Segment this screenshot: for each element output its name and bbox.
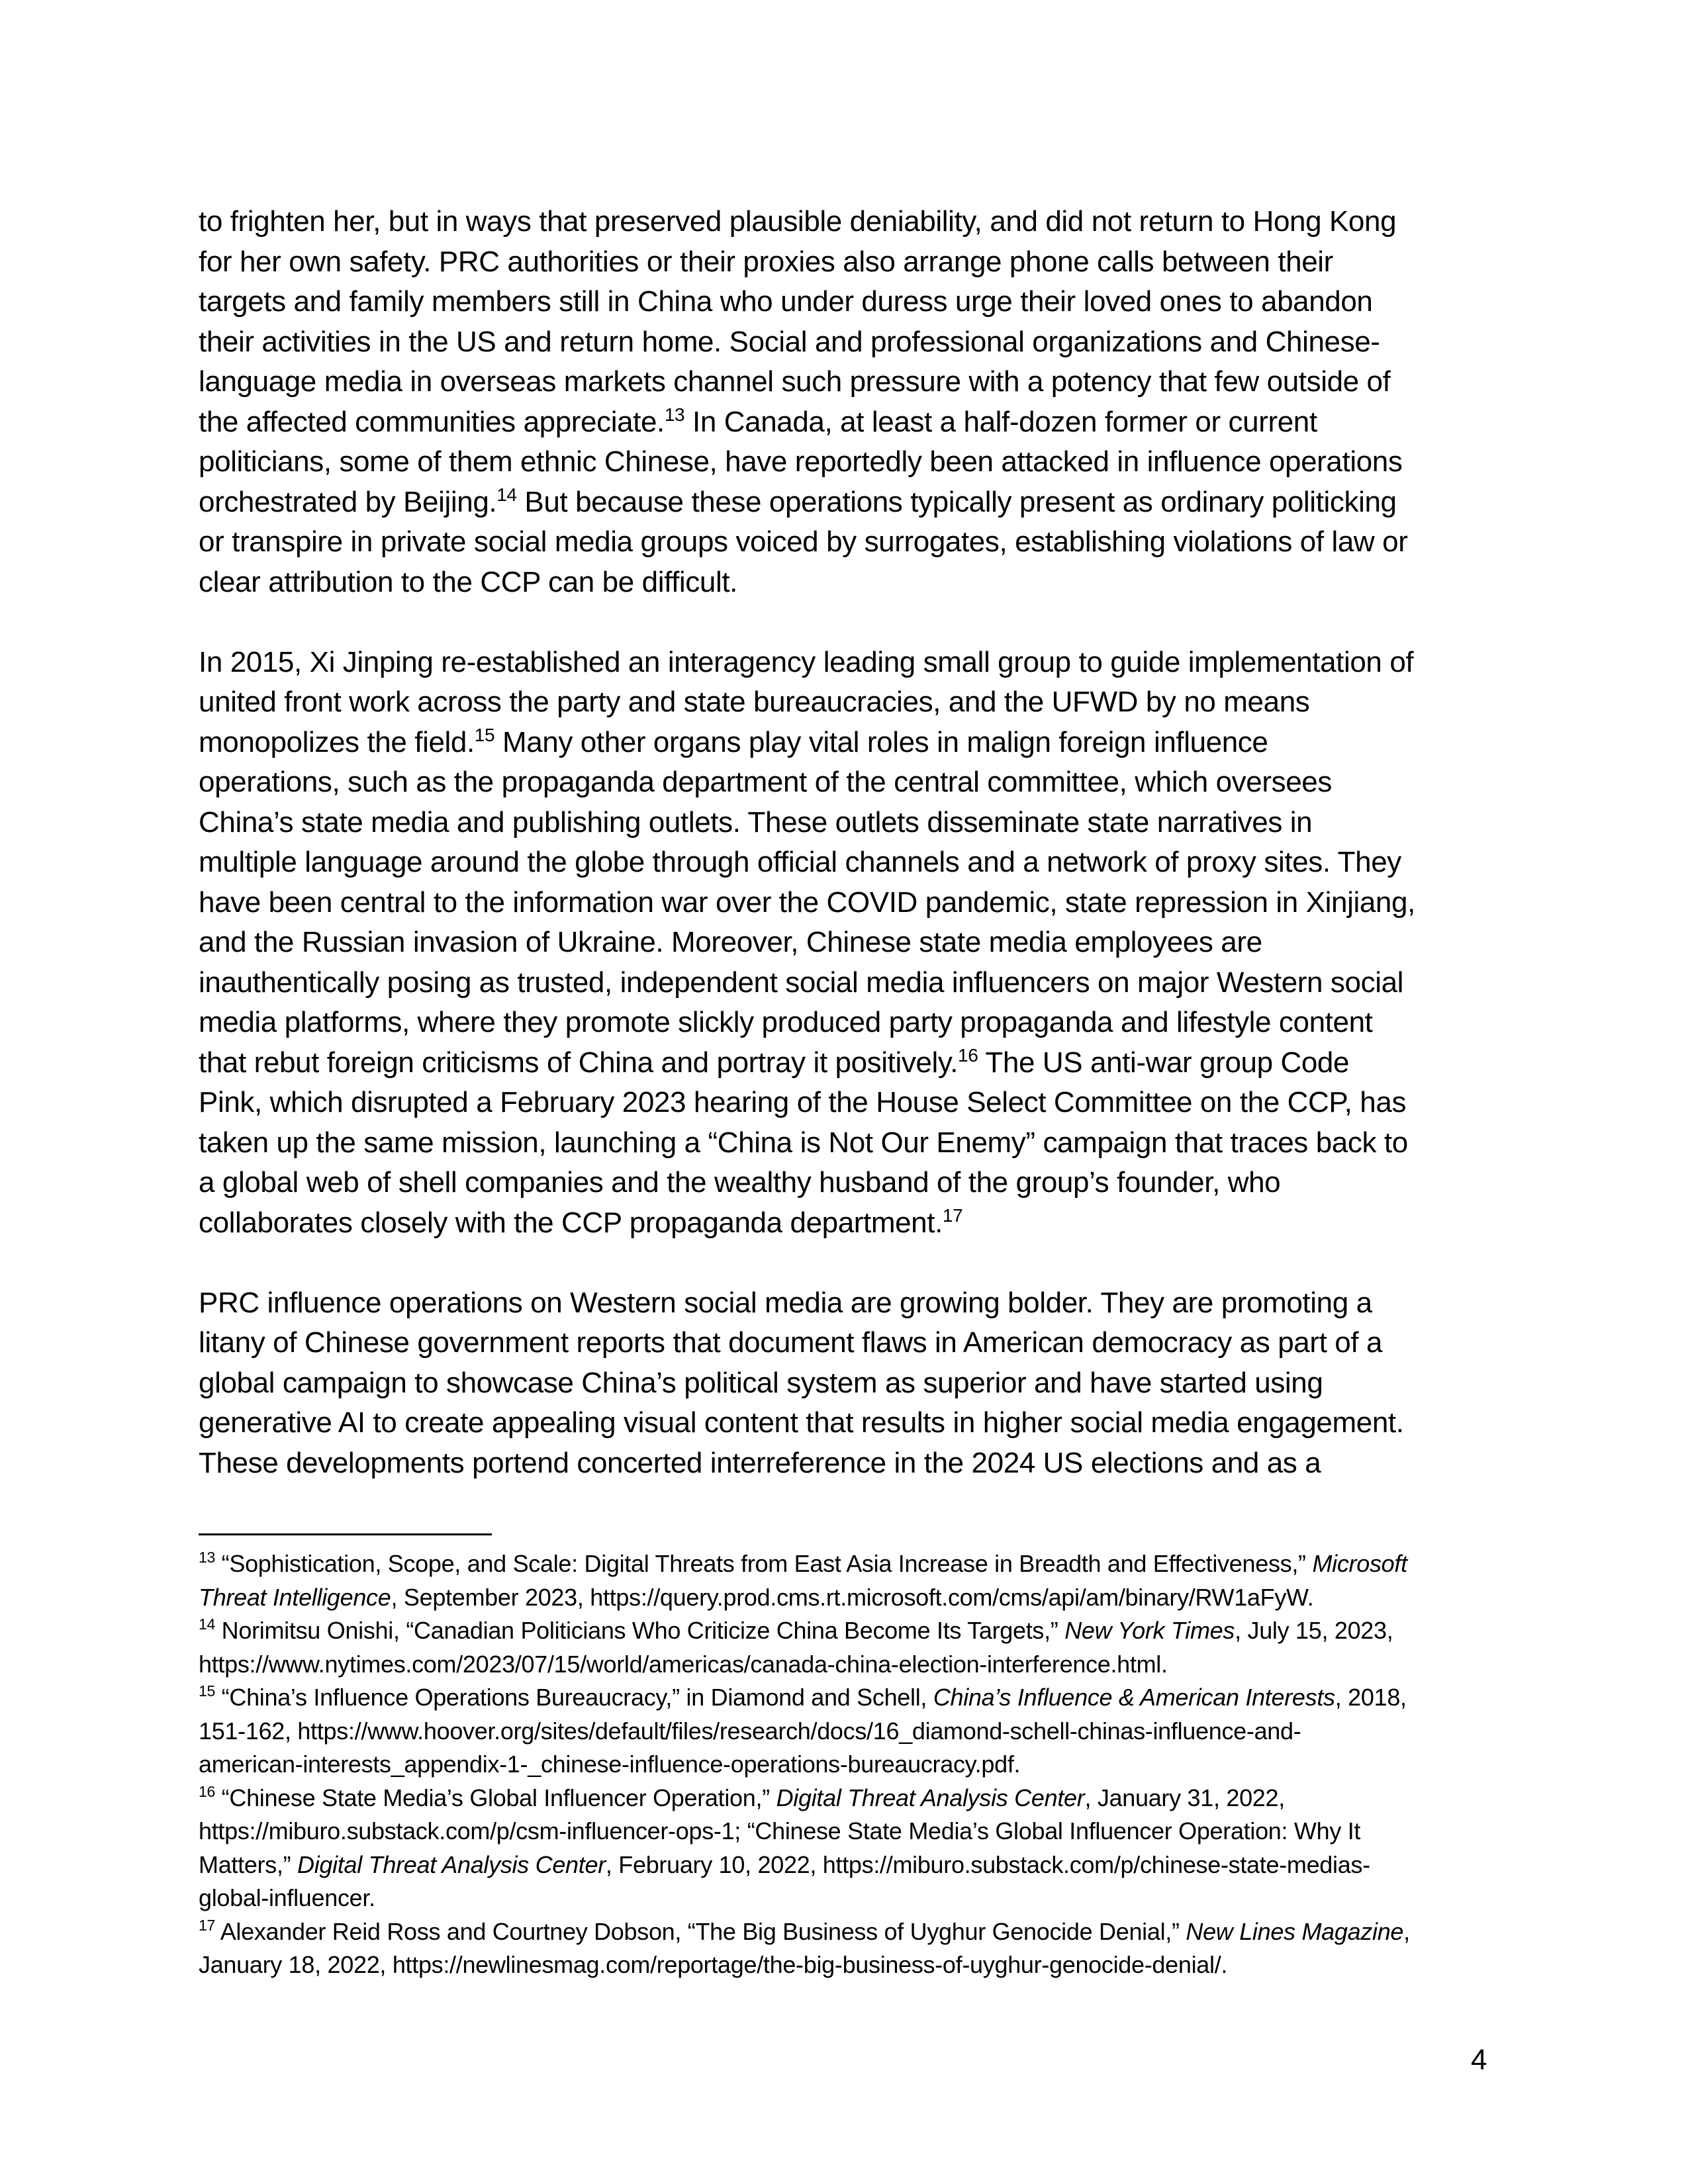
footnote-line	[199, 1848, 1496, 1882]
text-line	[199, 803, 1496, 843]
footnote-line	[199, 1547, 1496, 1581]
text-run: 151-162, https://www.hoover.org/sites/default/files/research/docs/16_diamond-schell-chinas-influence-and-	[199, 1717, 1301, 1745]
text-run: language media in overseas markets channel such pressure with a potency that few outside of	[199, 365, 1391, 398]
text-run: media platforms, where they promote slickly produced party propaganda and lifestyle content	[199, 1006, 1373, 1038]
footnote-reference[interactable]: 14	[496, 484, 517, 505]
text-line	[199, 1003, 1496, 1043]
text-line	[199, 923, 1496, 963]
footnote-separator	[199, 1533, 492, 1535]
text-run: Alexander Reid Ross and Courtney Dobson, “The Big Business of Uyghur Genocide Denial,”	[214, 1917, 1186, 1945]
footnote-number: 17	[199, 1916, 215, 1934]
text-run: ,	[1403, 1917, 1410, 1945]
text-run: https://www.nytimes.com/2023/07/15/world/americas/canada-china-election-interference.html.	[199, 1650, 1168, 1678]
paragraph	[199, 1283, 1496, 1484]
footnote-number: 16	[199, 1782, 215, 1800]
paragraph	[199, 643, 1496, 1244]
text-run: united front work across the party and state bureaucracies, and the UFWD by no means	[199, 686, 1310, 718]
text-run: Pink, which disrupted a February 2023 hearing of the House Select Committee on the CCP, has	[199, 1086, 1407, 1118]
text-run: or transpire in private social media groups voiced by surrogates, establishing violations of law or	[199, 525, 1408, 558]
text-line	[199, 883, 1496, 923]
text-run: generative AI to create appealing visual content that results in higher social media engagement.	[199, 1406, 1404, 1439]
footnote-number: 15	[199, 1682, 215, 1700]
text-run: global campaign to showcase China’s political system as superior and have started using	[199, 1366, 1323, 1399]
footnote-line	[199, 1614, 1496, 1648]
text-run: , July 15, 2023,	[1235, 1617, 1393, 1644]
text-run: a global web of shell companies and the wealthy husband of the group’s founder, who	[199, 1166, 1281, 1199]
footnote-14	[199, 1614, 1496, 1681]
text-run: monopolizes the field.	[199, 725, 475, 758]
footnote-reference[interactable]: 16	[958, 1044, 978, 1066]
text-run: , 2018,	[1335, 1684, 1407, 1711]
text-run: These developments portend concerted interreference in the 2024 US elections and as a	[199, 1446, 1321, 1479]
text-run: China’s state media and publishing outlets. These outlets disseminate state narratives in	[199, 805, 1313, 839]
text-run: their activities in the US and return home. Social and professional organizations and Chinese-	[199, 325, 1380, 358]
text-run: https://miburo.substack.com/p/csm-influencer-ops-1; “Chinese State Media’s Global Influencer Operation: Why It	[199, 1817, 1361, 1844]
text-line	[199, 563, 1496, 603]
text-run: global-influencer.	[199, 1884, 375, 1911]
footnote-line	[199, 1882, 1496, 1915]
text-run: “Chinese State Media’s Global Influencer Operation,”	[214, 1784, 776, 1811]
footnote-line	[199, 1681, 1496, 1715]
text-run: and the Russian invasion of Ukraine. Moreover, Chinese state media employees are	[199, 926, 1262, 958]
text-run: , February 10, 2022, https://miburo.substack.com/p/chinese-state-medias-	[605, 1850, 1370, 1878]
footnote-line	[199, 1648, 1496, 1682]
text-line	[199, 1403, 1496, 1443]
text-line	[199, 442, 1496, 482]
text-run: american-interests_appendix-1-_chinese-influence-operations-bureaucracy.pdf.	[199, 1751, 1021, 1778]
footnote-reference[interactable]: 13	[664, 404, 685, 425]
footnote-line	[199, 1948, 1496, 1982]
text-run: In 2015, Xi Jinping re-established an interagency leading small group to guide implementation of	[199, 645, 1414, 678]
text-line	[199, 723, 1496, 763]
italic-title: Microsoft	[1312, 1550, 1407, 1577]
text-run: “China’s Influence Operations Bureaucracy,” in Diamond and Schell,	[214, 1684, 933, 1711]
footnote-line	[199, 1815, 1496, 1848]
text-run: inauthentically posing as trusted, independent social media influencers on major Western social	[199, 966, 1404, 999]
text-line	[199, 1283, 1496, 1324]
text-line	[199, 402, 1496, 443]
text-line	[199, 362, 1496, 402]
footnotes	[199, 1547, 1496, 1982]
text-run: But because these operations typically present as ordinary politicking	[516, 485, 1397, 518]
text-run: multiple language around the globe through official channels and a network of proxy sites. They	[199, 846, 1401, 878]
text-line	[199, 202, 1496, 242]
text-run: Many other organs play vital roles in malign foreign influence	[494, 725, 1268, 758]
footnote-line	[199, 1915, 1496, 1949]
italic-title: New Lines Magazine	[1186, 1917, 1404, 1945]
text-line	[199, 1203, 1496, 1244]
text-line	[199, 482, 1496, 523]
text-line	[199, 322, 1496, 363]
footnote-reference[interactable]: 15	[474, 724, 495, 745]
text-line	[199, 1363, 1496, 1404]
text-run: that rebut foreign criticisms of China and portray it positively.	[199, 1046, 959, 1079]
italic-title: New York Times	[1064, 1617, 1235, 1644]
footnote-16	[199, 1782, 1496, 1915]
text-line	[199, 762, 1496, 803]
text-line	[199, 1043, 1496, 1083]
text-run: orchestrated by Beijing.	[199, 485, 497, 518]
text-run: The US anti-war group Code	[978, 1046, 1350, 1079]
text-run: PRC influence operations on Western social media are growing bolder. They are promoting a	[199, 1286, 1372, 1319]
footnote-number: 13	[199, 1549, 215, 1566]
footnote-line	[199, 1748, 1496, 1782]
footnote-17	[199, 1915, 1496, 1982]
footnote-line	[199, 1782, 1496, 1815]
text-line	[199, 682, 1496, 723]
italic-title: Threat Intelligence	[199, 1583, 391, 1611]
italic-title: Digital Threat Analysis Center	[297, 1850, 606, 1878]
text-run: collaborates closely with the CCP propaganda department.	[199, 1206, 943, 1239]
text-line	[199, 1123, 1496, 1163]
text-run: clear attribution to the CCP can be difficult.	[199, 565, 737, 598]
footnote-number: 14	[199, 1615, 215, 1633]
text-line	[199, 842, 1496, 883]
italic-title: China’s Influence & American Interests	[933, 1684, 1335, 1711]
text-run: the affected communities appreciate.	[199, 405, 665, 438]
text-run: operations, such as the propaganda department of the central committee, which oversees	[199, 766, 1332, 798]
paragraph	[199, 202, 1496, 602]
text-run: have been central to the information war over the COVID pandemic, state repression in Xinjiang,	[199, 886, 1415, 919]
text-line	[199, 1323, 1496, 1363]
text-line	[199, 282, 1496, 322]
text-run: taken up the same mission, launching a “China is Not Our Enemy” campaign that traces back to	[199, 1126, 1408, 1159]
footnote-line	[199, 1715, 1496, 1749]
text-run: , January 31, 2022,	[1084, 1784, 1285, 1811]
text-run: targets and family members still in China who under duress urge their loved ones to abandon	[199, 285, 1373, 318]
text-line	[199, 1163, 1496, 1203]
body-text	[199, 202, 1496, 1524]
text-run: , September 2023, https://query.prod.cms.rt.microsoft.com/cms/api/am/binary/RW1aFyW.	[391, 1583, 1314, 1611]
text-run: politicians, some of them ethnic Chinese, have reportedly been attacked in influence operations	[199, 445, 1403, 478]
text-line	[199, 963, 1496, 1003]
text-run: In Canada, at least a half-dozen former or current	[684, 405, 1317, 438]
text-run: to frighten her, but in ways that preserved plausible deniability, and did not return to Hong Kong	[199, 205, 1397, 238]
text-line	[199, 522, 1496, 563]
text-run: litany of Chinese government reports that document flaws in American democracy as part of a	[199, 1326, 1383, 1359]
footnote-reference[interactable]: 17	[942, 1205, 963, 1226]
footnote-15	[199, 1681, 1496, 1782]
text-run: Matters,”	[199, 1850, 298, 1878]
italic-title: Digital Threat Analysis Center	[776, 1784, 1085, 1811]
text-line	[199, 242, 1496, 283]
text-run: January 18, 2022, https://newlinesmag.com/reportage/the-big-business-of-uyghur-genocide-denial/.	[199, 1951, 1228, 1978]
footnote-line	[199, 1581, 1496, 1615]
text-run: for her own safety. PRC authorities or their proxies also arrange phone calls between their	[199, 245, 1333, 278]
footnote-13	[199, 1547, 1496, 1614]
text-line	[199, 1083, 1496, 1123]
text-line	[199, 1443, 1496, 1484]
text-line	[199, 643, 1496, 683]
text-run: “Sophistication, Scope, and Scale: Digital Threats from East Asia Increase in Breadth and Effectiveness,”	[214, 1550, 1313, 1577]
page-number: 4	[1471, 2044, 1487, 2076]
text-run: Norimitsu Onishi, “Canadian Politicians Who Criticize China Become Its Targets,”	[214, 1617, 1065, 1644]
